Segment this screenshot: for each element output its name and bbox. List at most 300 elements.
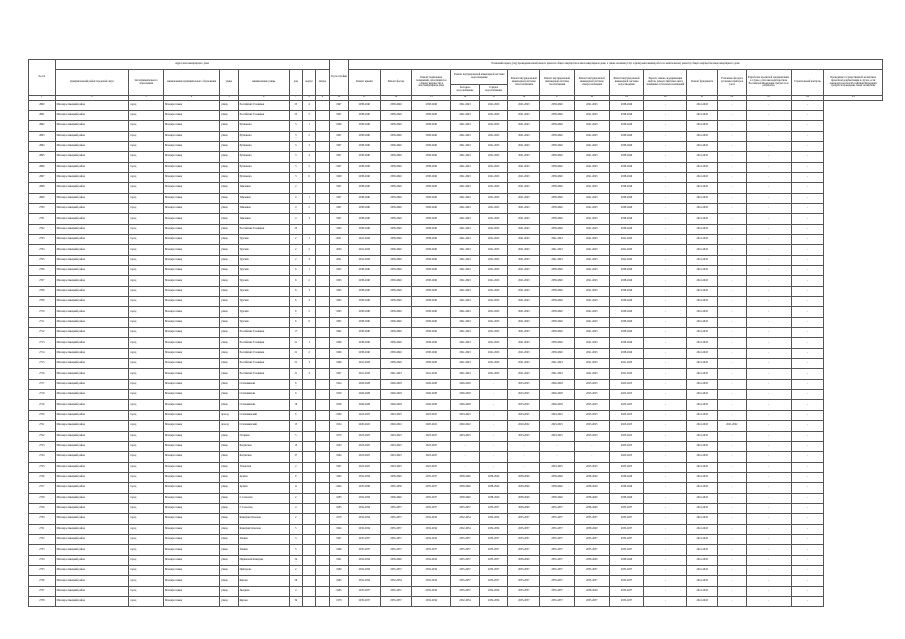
year-cell: 2001 [329,234,348,244]
settlement-name-cell: Малоярославец [163,286,219,296]
period-cell: 2032-2034 [349,514,381,524]
structure-cell [316,359,329,369]
period-cell: 2038-2040 [380,234,412,244]
period-cell: - [791,276,824,286]
period-cell: 2041-2043 [609,234,644,244]
period-cell: 2041-2043 [687,172,718,182]
house-cell: 21 [289,369,302,379]
street-type-cell: улица [220,266,238,276]
period-cell: 2038-2040 [380,276,412,286]
period-cell: 2038-2040 [380,245,412,255]
period-cell: 2035-2037 [508,534,540,544]
period-cell: 2041-2043 [687,348,718,358]
table-row [29,555,883,565]
structure-cell [316,493,329,503]
building-cell [302,379,315,389]
row-number-cell: 2695 [29,152,56,162]
street-type-cell: улица [220,286,238,296]
period-cell: - [479,462,508,472]
period-cell: 2035-2037 [574,514,609,524]
period-cell: - [644,379,687,389]
period-cell: 2023-2025 [451,410,480,420]
settlement-name-cell: Малоярославец [163,214,219,224]
settlement-name-cell: Малоярославец [163,514,219,524]
period-cell: - [746,245,791,255]
period-cell: 2035-2037 [451,534,480,544]
structure-cell [316,100,329,110]
year-cell: 1997 [329,193,348,203]
period-cell: - [718,286,747,296]
period-cell: 2035-2037 [609,576,644,586]
period-cell: - [718,545,747,555]
period-cell: 2038-2040 [508,472,540,482]
period-cell: 2041-2043 [451,183,480,193]
settlement-name-cell: Малоярославец [163,462,219,472]
period-cell: - [791,255,824,265]
column-number-cell: 16 [508,96,540,101]
house-cell: 37 [289,452,302,462]
settlement-type-cell: город [129,338,164,348]
house-cell: 13 [289,441,302,451]
settlement-type-cell: город [129,286,164,296]
period-cell: 2023-2025 [508,379,540,389]
period-cell: 2041-2043 [687,369,718,379]
period-cell: - [746,431,791,441]
street-name-cell: Рухманова [238,141,289,151]
house-cell: 2 [289,462,302,472]
period-cell: 2041-2043 [508,110,540,120]
table-row [29,379,883,389]
street-name-cell: Коммунистическая [238,514,289,524]
period-cell: 2032-2034 [349,472,381,482]
street-name-cell: Звездная [238,586,289,596]
district-cell: Малоярославецкий район [55,162,129,172]
period-cell: 2041-2043 [479,307,508,317]
period-cell: 2038-2040 [508,493,540,503]
row-number-cell: 2714 [29,348,56,358]
period-cell: 2041-2043 [687,297,718,307]
year-cell: 1994 [329,472,348,482]
district-cell: Малоярославецкий район [55,472,129,482]
period-cell: - [791,172,824,182]
period-cell: 2041-2043 [574,110,609,120]
period-cell: 2023-2025 [349,431,381,441]
column-number-cell: 2 [55,96,129,101]
period-cell: 2023-2025 [349,410,381,420]
settlement-type-cell: город [129,472,164,482]
period-cell: - [644,452,687,462]
street-type-cell: улица [220,214,238,224]
building-cell [302,493,315,503]
structure-cell [316,131,329,141]
street-type-cell: улица [220,234,238,244]
settlement-name-cell: Малоярославец [163,297,219,307]
period-cell: - [746,359,791,369]
period-cell: 2041-2043 [451,328,480,338]
district-cell: Малоярославецкий район [55,483,129,493]
column-number-cell: 7 [289,96,302,101]
period-cell: 2041-2043 [574,297,609,307]
period-cell: 2038-2040 [349,297,381,307]
period-cell: - [746,266,791,276]
period-cell: 2038-2040 [540,193,575,203]
period-cell: 2038-2040 [479,483,508,493]
year-cell: 1995 [329,317,348,327]
year-cell: 1980 [329,565,348,575]
period-cell: 2038-2040 [349,286,381,296]
district-cell: Малоярославецкий район [55,183,129,193]
period-cell: 2026-2028 [380,390,412,400]
period-cell: 2041-2043 [451,110,480,120]
building-cell [302,555,315,565]
period-cell: 2041-2043 [687,131,718,141]
period-cell: 2023-2025 [508,410,540,420]
period-cell: - [791,452,824,462]
year-cell: 1960 [329,410,348,420]
period-cell: 2035-2037 [349,586,381,596]
period-cell: 2038-2040 [412,245,451,255]
period-cell: 2038-2040 [540,162,575,172]
period-cell: 2041-2043 [609,369,644,379]
period-cell: - [746,224,791,234]
period-cell: 2023-2025 [540,431,575,441]
settlement-type-cell: город [129,555,164,565]
period-cell: 2032-2034 [349,503,381,513]
table-row [29,162,883,172]
period-cell: - [718,472,747,482]
street-name-cell: Коммунистическая [238,524,289,534]
period-cell: - [718,493,747,503]
period-cell: 2035-2037 [508,514,540,524]
building-cell [302,410,315,420]
row-number-cell: 2718 [29,390,56,400]
period-cell: - [791,421,824,431]
row-number-cell: 2691 [29,110,56,120]
district-cell: Малоярославецкий район [55,245,129,255]
table-row [29,317,883,327]
period-cell: 2023-2025 [380,452,412,462]
year-cell: 1997 [329,214,348,224]
period-cell: 2041-2043 [479,276,508,286]
period-cell: - [644,172,687,182]
settlement-type-cell: город [129,431,164,441]
period-cell: - [718,597,747,607]
row-number-cell: 2699 [29,193,56,203]
period-cell: 2041-2043 [687,276,718,286]
house-cell: 3 [289,172,302,182]
street-type-cell: проезд [220,410,238,420]
period-cell: - [451,452,480,462]
year-cell: 1996 [329,121,348,131]
street-type-cell: улица [220,141,238,151]
period-cell: 2038-2040 [609,183,644,193]
period-cell: 2035-2037 [380,534,412,544]
period-cell: 2041-2043 [574,234,609,244]
period-cell: 2041-2043 [687,586,718,596]
row-number-cell: 2694 [29,141,56,151]
period-cell: 2035-2037 [609,565,644,575]
period-cell: 2038-2040 [574,555,609,565]
structure-cell [316,152,329,162]
period-cell: 2041-2043 [574,317,609,327]
settlement-name-cell: Малоярославец [163,172,219,182]
structure-cell [316,472,329,482]
column-number-cell: 20 [644,96,687,101]
period-cell: - [718,586,747,596]
house-cell: 2 [289,514,302,524]
period-cell: 2035-2037 [412,503,451,513]
building-cell: 6 [302,172,315,182]
column-number-cell: 8 [302,96,315,101]
period-cell: 2038-2040 [451,472,480,482]
period-cell: 2041-2043 [609,359,644,369]
period-cell: 2041-2043 [508,234,540,244]
period-cell: - [746,234,791,244]
structure-cell [316,214,329,224]
period-cell: - [718,379,747,389]
house-cell: 6 [289,410,302,420]
settlement-name-cell: Малоярославец [163,141,219,151]
col-settlement-type-header: тип муниципального образования [129,70,164,96]
row-number-cell: 2724 [29,452,56,462]
period-cell: 2038-2040 [574,483,609,493]
period-cell: 2038-2040 [349,224,381,234]
period-cell: 2023-2025 [412,431,451,441]
period-cell: 2038-2040 [609,307,644,317]
settlement-type-cell: город [129,586,164,596]
period-cell: 2035-2037 [574,545,609,555]
settlement-name-cell: Малоярославец [163,493,219,503]
period-cell: 2041-2043 [479,234,508,244]
period-cell: 2038-2040 [412,286,451,296]
period-cell: 2038-2040 [540,214,575,224]
district-cell: Малоярославецкий район [55,462,129,472]
period-cell: 2038-2040 [380,255,412,265]
period-cell: 2038-2040 [349,193,381,203]
period-cell: 2026-2028 [349,400,381,410]
table-row [29,359,883,369]
period-cell: 2041-2043 [508,203,540,213]
period-cell: 2041-2043 [574,266,609,276]
period-cell: 2035-2037 [540,514,575,524]
period-cell: 2023-2025 [412,441,451,451]
street-name-cell: Российских Газовиков [238,359,289,369]
period-cell: 2041-2043 [508,338,540,348]
period-cell: 2038-2040 [609,276,644,286]
period-cell: 2038-2040 [609,317,644,327]
house-cell: 21 [289,348,302,358]
period-cell: 2038-2040 [349,203,381,213]
period-cell: 2038-2040 [380,493,412,503]
period-cell: 2038-2040 [412,348,451,358]
period-cell: 2035-2037 [540,534,575,544]
row-number-cell: 2697 [29,172,56,182]
period-cell: 2041-2043 [479,245,508,255]
period-cell: 2035-2037 [508,576,540,586]
period-cell: - [718,183,747,193]
period-cell: 2035-2036 [380,483,412,493]
period-cell: - [746,483,791,493]
table-row [29,266,883,276]
period-cell: 2026-2028 [380,379,412,389]
building-cell: 1 [302,266,315,276]
period-cell: - [791,597,824,607]
settlement-type-cell: город [129,534,164,544]
period-cell: - [746,586,791,596]
district-cell: Малоярославецкий район [55,503,129,513]
period-cell: 2023-2025 [412,452,451,462]
period-cell: 2038-2040 [540,483,575,493]
period-cell: - [746,576,791,586]
structure-cell [316,338,329,348]
street-type-cell: улица [220,369,238,379]
period-cell: 2032-2034 [412,565,451,575]
column-number-cell: 9 [316,96,329,101]
period-cell: 2038-2040 [540,297,575,307]
period-cell: 2038-2040 [609,162,644,172]
street-type-cell: улица [220,452,238,462]
period-cell: 2038-2040 [574,524,609,534]
period-cell: - [746,441,791,451]
year-cell: 1998 [329,172,348,182]
district-cell: Малоярославецкий район [55,390,129,400]
period-cell: 2038-2040 [609,193,644,203]
district-cell: Малоярославецкий район [55,297,129,307]
year-cell: 1997 [329,100,348,110]
period-cell: 2035-2037 [479,565,508,575]
period-cell: 2038-2040 [349,338,381,348]
settlement-name-cell: Малоярославец [163,431,219,441]
structure-cell [316,462,329,472]
row-number-cell: 2737 [29,586,56,596]
street-type-cell: улица [220,348,238,358]
structure-cell [316,545,329,555]
house-cell: 25 [289,100,302,110]
row-number-cell: 2728 [29,493,56,503]
period-cell: 2041-2043 [451,203,480,213]
street-name-cell: Г. Соколова [238,503,289,513]
period-cell: 2023-2025 [380,441,412,451]
street-name-cell: Аузина [238,483,289,493]
period-cell: 2041-2043 [451,338,480,348]
period-cell: 2038-2040 [540,121,575,131]
year-cell: 1997 [329,152,348,162]
house-cell: 21 [289,338,302,348]
row-number-cell: 2735 [29,565,56,575]
street-type-cell: улица [220,203,238,213]
table-row [29,234,883,244]
period-cell: 2038-2040 [609,121,644,131]
settlement-name-cell: Малоярославец [163,276,219,286]
house-cell: 6 [289,276,302,286]
period-cell: - [791,286,824,296]
district-cell: Малоярославецкий район [55,214,129,224]
street-name-cell: Стопаниянский [238,410,289,420]
col-electric-header: Ремонт внутридомовой инженерной системы электроснабжения [574,70,609,96]
period-cell: - [791,379,824,389]
period-cell: - [644,534,687,544]
table-row [29,348,883,358]
period-cell: - [718,390,747,400]
structure-cell [316,565,329,575]
year-cell: 1967 [329,462,348,472]
period-cell: 2038-2040 [380,193,412,203]
period-cell: 2035-2037 [412,483,451,493]
period-cell: 2035-2037 [540,597,575,607]
period-cell: 2038-2040 [609,348,644,358]
settlement-name-cell: Малоярославец [163,452,219,462]
period-cell: 2023-2025 [412,410,451,420]
period-cell: 2041-2043 [349,245,381,255]
street-type-cell: улица [220,224,238,234]
street-name-cell: Турских [238,266,289,276]
settlement-type-cell: город [129,390,164,400]
col-building-header: корпус [302,70,315,96]
period-cell: 2032-2034 [412,514,451,524]
period-cell: 2041-2043 [508,224,540,234]
period-cell: - [644,483,687,493]
period-cell: 2041-2043 [479,203,508,213]
period-cell: - [718,514,747,524]
period-cell: 2041-2043 [574,348,609,358]
period-cell: - [644,224,687,234]
building-cell: 2 [302,245,315,255]
period-cell: 2023-2025 [574,431,609,441]
period-cell: 2038-2040 [609,224,644,234]
period-cell: 2041-2043 [479,369,508,379]
settlement-type-cell: город [129,162,164,172]
period-cell: - [644,462,687,472]
year-cell: 1997 [329,141,348,151]
table-row [29,369,883,379]
period-cell: 2041-2043 [451,193,480,203]
house-cell: 15 [289,421,302,431]
period-cell: 2023-2025 [540,462,575,472]
period-cell: 2038-2040 [609,328,644,338]
structure-cell [316,193,329,203]
period-cell: - [746,328,791,338]
district-cell: Малоярославецкий район [55,286,129,296]
period-cell: 2035-2037 [540,555,575,565]
period-cell: 2041-2043 [687,390,718,400]
period-cell: 2023-2025 [508,400,540,410]
structure-cell [316,162,329,172]
period-cell: 2035-2037 [609,514,644,524]
period-cell: - [791,441,824,451]
street-type-cell: улица [220,328,238,338]
period-cell: 2038-2040 [380,338,412,348]
period-cell: - [791,266,824,276]
house-cell: 3 [289,121,302,131]
table-row [29,110,883,120]
street-name-cell: Ленина [238,545,289,555]
period-cell: 2038-2040 [412,224,451,234]
period-cell: - [644,110,687,120]
period-cell: 2038-2040 [380,110,412,120]
row-number-cell: 2733 [29,545,56,555]
period-cell: - [451,441,480,451]
col-design-header: Разработка проектной документации, в случае, если законодательством Российской Федерации требуется ее разработка [746,70,791,96]
period-cell: 2038-2040 [412,141,451,151]
street-type-cell: улица [220,276,238,286]
period-cell: 2041-2043 [687,224,718,234]
period-cell: - [791,162,824,172]
house-cell: 3 [289,162,302,172]
year-cell: 1997 [329,162,348,172]
period-cell: 2041-2043 [479,338,508,348]
settlement-type-cell: город [129,141,164,151]
period-cell: 2035-2037 [412,493,451,503]
